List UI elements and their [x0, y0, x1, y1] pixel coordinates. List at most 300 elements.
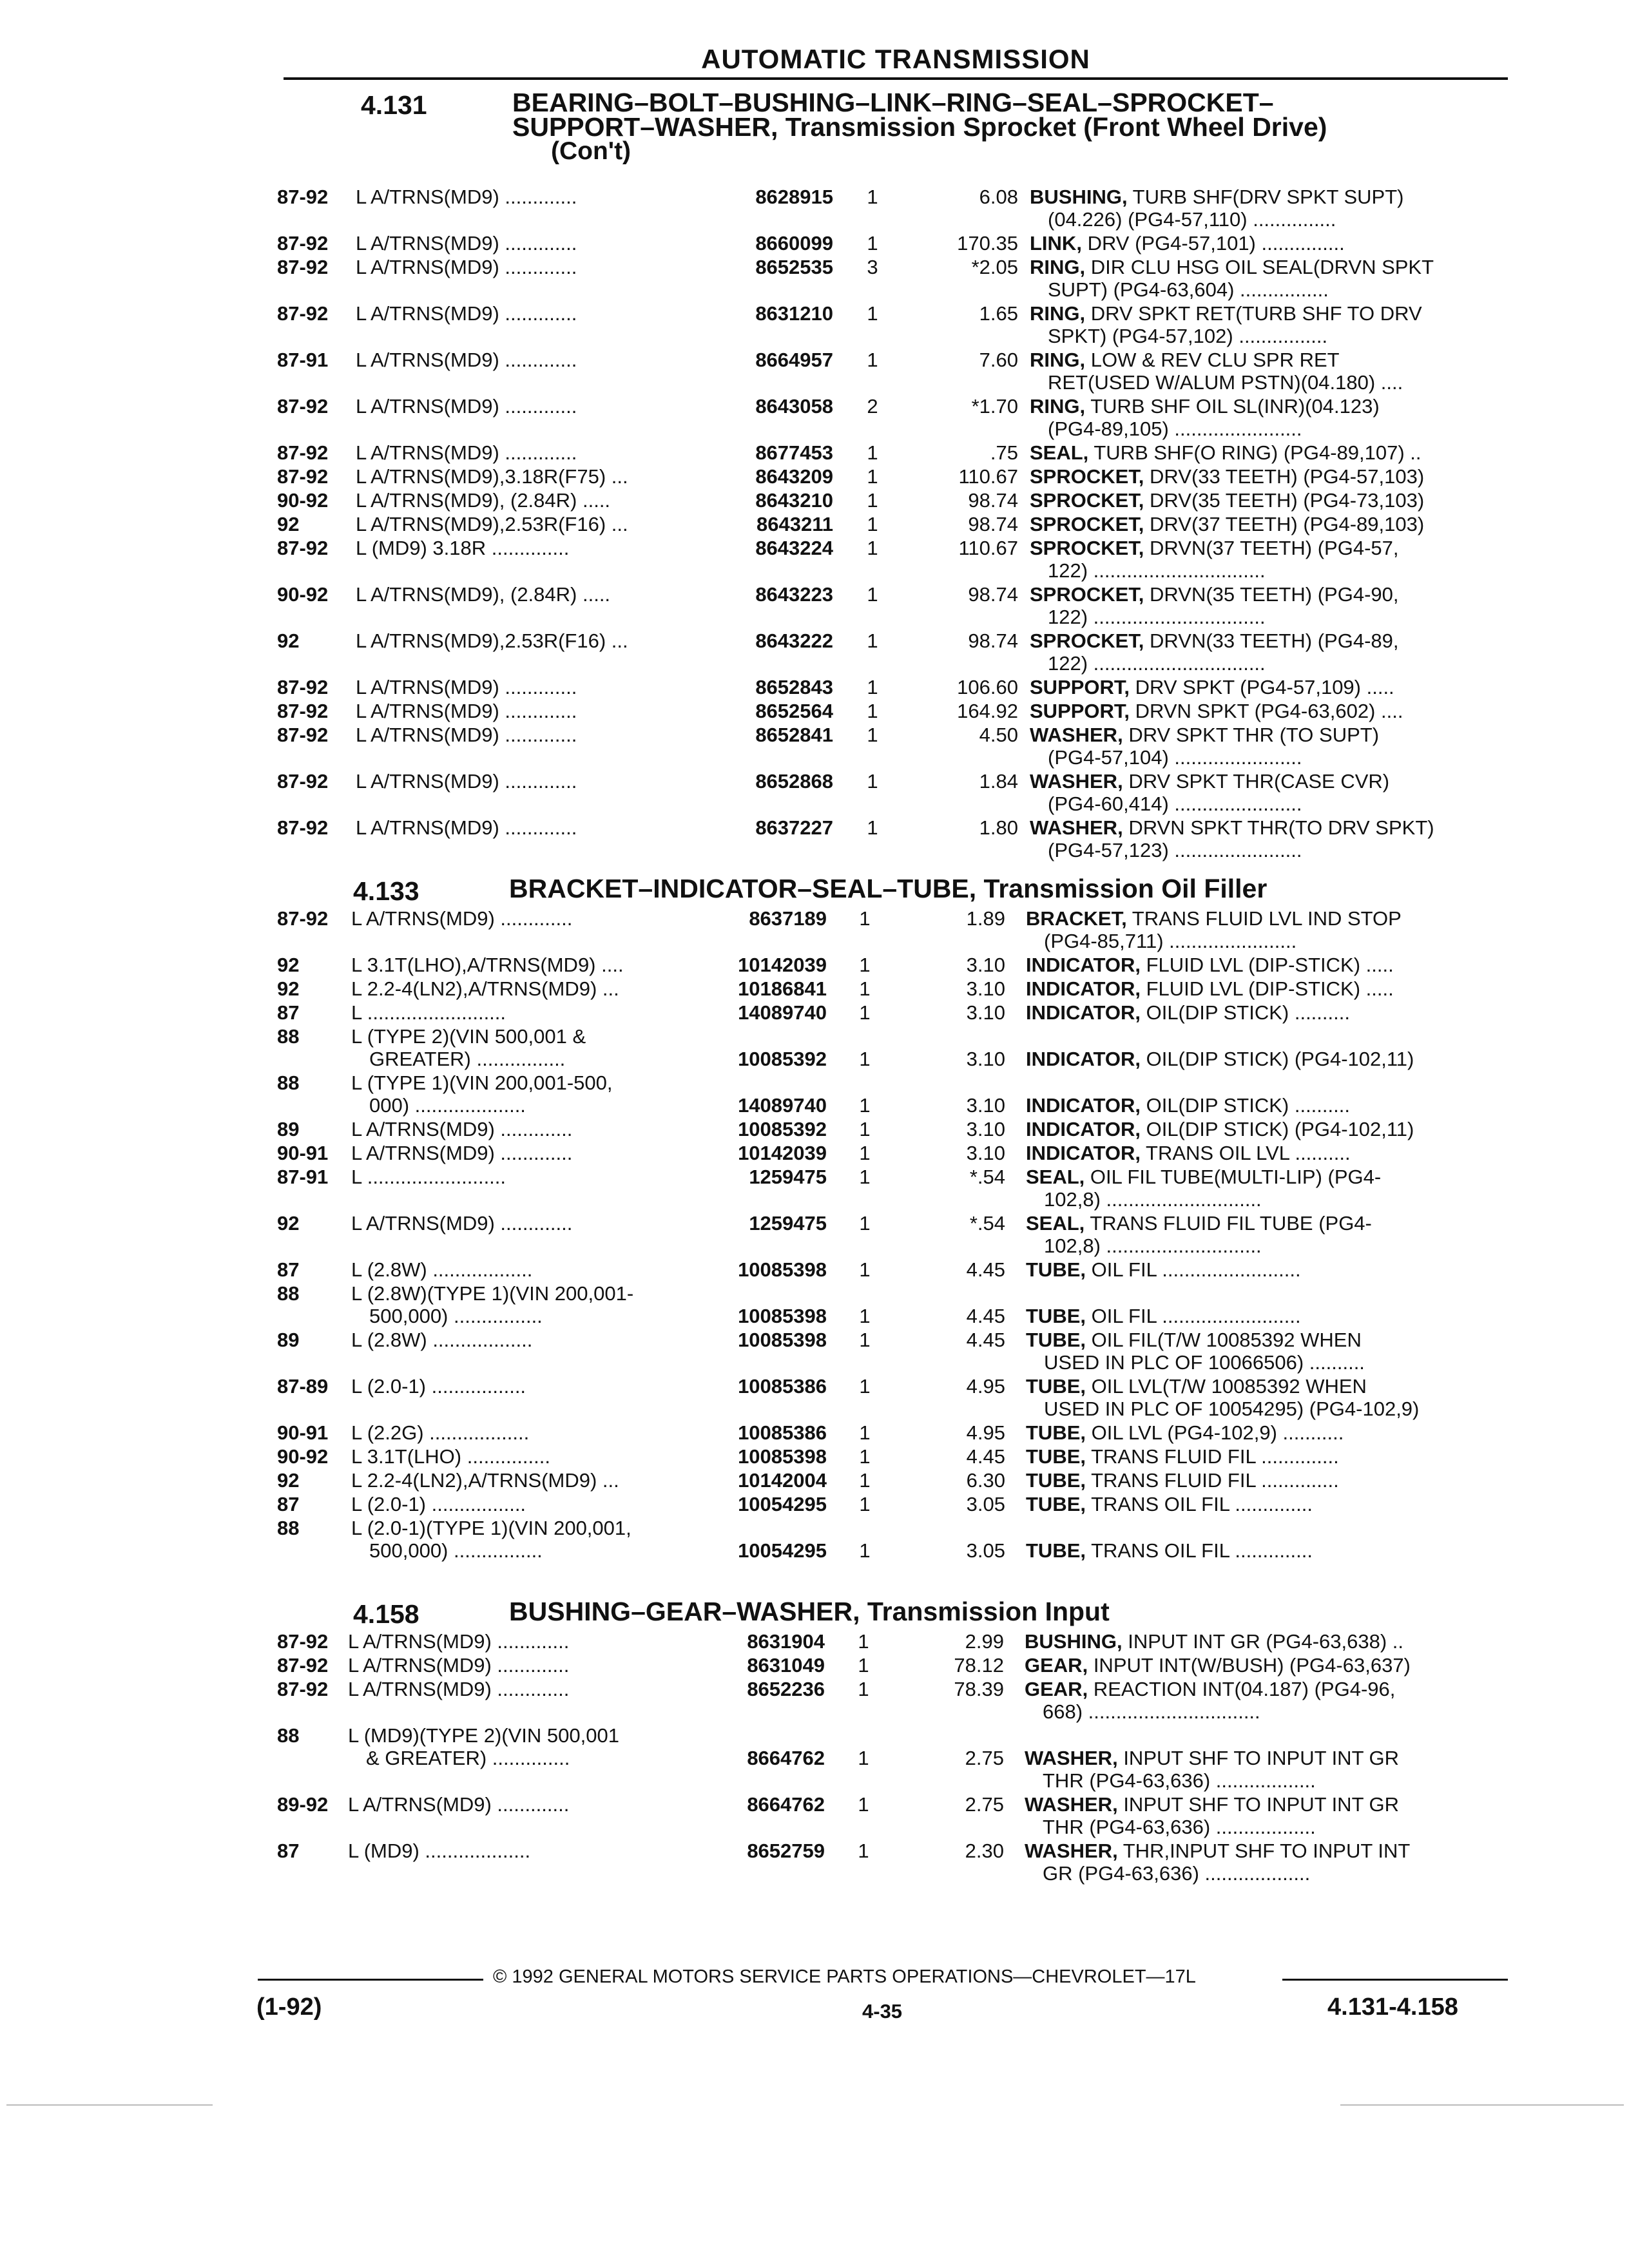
model-years: 87	[277, 1001, 300, 1024]
part-description	[1030, 700, 1507, 722]
part-number: 10142039	[738, 954, 827, 976]
model-years: 88	[277, 1025, 300, 1048]
application-line: L A/TRNS(MD9) .............	[356, 256, 577, 278]
description-line	[1026, 1048, 1503, 1070]
part-name: BUSHING,	[1025, 1630, 1123, 1653]
application	[351, 1142, 699, 1164]
application-line: L A/TRNS(MD9),2.53R(F16) ...	[356, 513, 628, 535]
description-line: 102,8) ............................	[1044, 1188, 1262, 1211]
part-row	[0, 1329, 1629, 1374]
application-line: L A/TRNS(MD9) .............	[356, 349, 577, 371]
description-line	[1026, 1375, 1503, 1398]
part-row	[0, 1630, 1629, 1653]
part-row	[0, 489, 1629, 512]
part-number: 8664957	[755, 349, 833, 371]
quantity: 1	[867, 676, 878, 698]
scan-specks-left	[6, 2104, 213, 2106]
footer-copyright: © 1992 GENERAL MOTORS SERVICE PARTS OPERATIONS—CHEVROLET—17L	[493, 1966, 1196, 1987]
part-row	[0, 1793, 1629, 1838]
part-row	[0, 232, 1629, 255]
model-years: 92	[277, 1469, 300, 1492]
model-years: 87-92	[277, 465, 329, 488]
part-description	[1030, 465, 1507, 488]
part-name: BUSHING,	[1030, 186, 1128, 208]
application	[356, 629, 704, 652]
description-line	[1030, 770, 1507, 793]
part-row	[0, 1212, 1629, 1257]
description-line	[1026, 1001, 1503, 1024]
application-line: L A/TRNS(MD9) .............	[348, 1793, 570, 1816]
part-description	[1026, 1212, 1503, 1257]
part-number: 10085398	[738, 1445, 827, 1468]
application	[351, 1072, 699, 1117]
list-price: 3.10	[966, 1118, 1005, 1140]
list-price: 3.10	[966, 1142, 1005, 1164]
part-description	[1030, 583, 1507, 628]
part-name: INDICATOR,	[1026, 954, 1141, 976]
list-price: 2.75	[965, 1793, 1004, 1816]
model-years: 87-92	[277, 1678, 329, 1700]
part-name: SEAL,	[1026, 1166, 1085, 1188]
footer-rule-right	[1282, 1979, 1508, 1981]
description-line: 122) ...............................	[1048, 559, 1266, 582]
part-row	[0, 537, 1629, 582]
part-description	[1026, 1305, 1503, 1327]
quantity: 1	[867, 513, 878, 535]
quantity: 1	[859, 1094, 871, 1117]
application-line: L .........................	[351, 1001, 506, 1024]
list-price: 170.35	[957, 232, 1018, 255]
part-name: SPROCKET,	[1030, 489, 1144, 512]
list-price: *1.70	[971, 395, 1018, 418]
part-name: TUBE,	[1026, 1445, 1086, 1468]
application-line: L (2.8W) ..................	[351, 1258, 533, 1281]
part-row	[0, 1654, 1629, 1677]
quantity: 1	[859, 954, 871, 976]
part-description	[1025, 1654, 1501, 1677]
quantity: 1	[867, 465, 878, 488]
part-number: 8643223	[755, 583, 833, 606]
quantity: 1	[867, 700, 878, 722]
description-line	[1026, 1421, 1503, 1444]
description-line	[1030, 583, 1507, 606]
application-line: L (2.8W)(TYPE 1)(VIN 200,001-	[351, 1282, 634, 1305]
part-number: 10085398	[738, 1329, 827, 1351]
application	[356, 676, 704, 698]
part-number: 8637189	[749, 907, 827, 930]
model-years: 92	[277, 513, 300, 535]
part-description	[1026, 1445, 1503, 1468]
part-number: 8637227	[755, 816, 833, 839]
quantity: 1	[867, 770, 878, 793]
part-row	[0, 1142, 1629, 1164]
application	[356, 700, 704, 722]
model-years: 87-92	[277, 302, 329, 325]
part-description	[1030, 724, 1507, 769]
quantity: 1	[867, 441, 878, 464]
part-number: 14089740	[738, 1001, 827, 1024]
application	[348, 1793, 696, 1816]
part-name: TUBE,	[1026, 1375, 1086, 1398]
part-name: SPROCKET,	[1030, 629, 1144, 652]
quantity: 1	[858, 1747, 869, 1769]
part-number: 8643210	[755, 489, 833, 512]
list-price: 78.39	[954, 1678, 1004, 1700]
part-description	[1025, 1793, 1501, 1838]
application-line: 500,000) ................	[369, 1305, 543, 1327]
application-line: 500,000) ................	[369, 1539, 543, 1562]
part-description	[1030, 302, 1507, 347]
description-text: OIL FIL TUBE(MULTI-LIP) (PG4-	[1090, 1166, 1382, 1188]
list-price: 4.50	[979, 724, 1018, 746]
description-line	[1030, 629, 1507, 652]
part-description	[1030, 770, 1507, 815]
application	[351, 1517, 699, 1562]
application	[351, 954, 699, 976]
list-price: 110.67	[958, 465, 1018, 488]
part-name: WASHER,	[1030, 724, 1123, 746]
application	[356, 256, 704, 278]
application	[351, 1212, 699, 1235]
description-text: OIL LVL (PG4-102,9) ...........	[1091, 1421, 1344, 1444]
part-description	[1026, 1329, 1503, 1374]
description-text: REACTION INT(04.187) (PG4-96,	[1093, 1678, 1396, 1700]
description-line	[1030, 513, 1507, 535]
application	[356, 489, 704, 512]
description-line	[1030, 724, 1507, 746]
description-line	[1026, 977, 1503, 1000]
description-text: TRANS OIL FIL ..............	[1091, 1539, 1313, 1562]
quantity: 1	[858, 1654, 869, 1677]
part-description	[1030, 232, 1507, 255]
list-price: 2.99	[965, 1630, 1004, 1653]
description-line: SPKT) (PG4-57,102) ................	[1048, 325, 1328, 347]
quantity: 1	[867, 583, 878, 606]
part-description	[1030, 537, 1507, 582]
part-number: 10085392	[738, 1118, 827, 1140]
application-line: L 2.2-4(LN2),A/TRNS(MD9) ...	[351, 1469, 619, 1492]
description-text: DRVN(37 TEETH) (PG4-57,	[1150, 537, 1399, 559]
part-row	[0, 724, 1629, 769]
quantity: 1	[867, 816, 878, 839]
description-text: DRV (PG4-57,101) ...............	[1087, 232, 1345, 255]
application	[351, 1001, 699, 1024]
section-title	[509, 876, 1267, 901]
list-price: 78.12	[954, 1654, 1004, 1677]
part-number: 8631904	[747, 1630, 825, 1653]
description-text: TRANS FLUID FIL ..............	[1091, 1445, 1339, 1468]
description-text: TRANS OIL LVL ..........	[1146, 1142, 1351, 1164]
part-name: INDICATOR,	[1026, 1094, 1141, 1117]
model-years: 87	[277, 1840, 300, 1862]
description-line	[1025, 1747, 1501, 1769]
part-number: 8643209	[755, 465, 833, 488]
list-price: 4.95	[966, 1421, 1005, 1444]
quantity: 1	[859, 1305, 871, 1327]
application-line: L A/TRNS(MD9), (2.84R) .....	[356, 489, 611, 512]
quantity: 1	[867, 537, 878, 559]
quantity: 1	[859, 977, 871, 1000]
application-line: L A/TRNS(MD9) .............	[351, 907, 573, 930]
description-text: OIL FIL .........................	[1091, 1258, 1301, 1281]
part-description	[1030, 256, 1507, 301]
part-description	[1026, 1539, 1503, 1562]
application	[356, 724, 704, 746]
description-text: OIL(DIP STICK) ..........	[1146, 1094, 1350, 1117]
part-number: 8652841	[755, 724, 833, 746]
application-line: L A/TRNS(MD9) .............	[356, 186, 577, 208]
part-number: 8652236	[747, 1678, 825, 1700]
description-line	[1025, 1793, 1501, 1816]
part-number: 8643224	[755, 537, 833, 559]
list-price: 6.08	[979, 186, 1018, 208]
quantity: 1	[867, 232, 878, 255]
part-description	[1025, 1678, 1501, 1723]
part-number: 8660099	[755, 232, 833, 255]
part-name: TUBE,	[1026, 1421, 1086, 1444]
description-line	[1030, 256, 1507, 278]
quantity: 1	[859, 907, 871, 930]
application-line: L A/TRNS(MD9) .............	[351, 1212, 573, 1235]
part-name: SPROCKET,	[1030, 583, 1144, 606]
list-price: 2.30	[965, 1840, 1004, 1862]
description-line	[1026, 1539, 1503, 1562]
model-years: 90-92	[277, 1445, 329, 1468]
description-line	[1030, 465, 1507, 488]
part-description	[1026, 1421, 1503, 1444]
application-line: L .........................	[351, 1166, 506, 1188]
list-price: 3.10	[966, 1001, 1005, 1024]
quantity: 1	[859, 1539, 871, 1562]
application-line: L (MD9) 3.18R ..............	[356, 537, 570, 559]
list-price: 2.75	[965, 1747, 1004, 1769]
part-name: RING,	[1030, 302, 1086, 325]
part-number: 8652564	[755, 700, 833, 722]
part-description	[1026, 954, 1503, 976]
description-text: DRVN SPKT THR(TO DRV SPKT)	[1128, 816, 1434, 839]
application	[356, 302, 704, 325]
part-number: 10142039	[738, 1142, 827, 1164]
description-text: INPUT INT(W/BUSH) (PG4-63,637)	[1093, 1654, 1411, 1677]
description-text: OIL FIL(T/W 10085392 WHEN	[1091, 1329, 1362, 1351]
footer-date-code: (1-92)	[256, 1994, 322, 2021]
part-name: SUPPORT,	[1030, 700, 1130, 722]
list-price: *.54	[969, 1166, 1005, 1188]
section-title-line: BEARING–BOLT–BUSHING–LINK–RING–SEAL–SPROCKET–	[512, 88, 1274, 117]
part-row	[0, 349, 1629, 394]
part-name: WASHER,	[1030, 770, 1123, 793]
model-years: 88	[277, 1724, 300, 1747]
quantity: 1	[859, 1001, 871, 1024]
application	[348, 1724, 696, 1769]
description-line	[1030, 349, 1507, 371]
description-line	[1026, 1212, 1503, 1235]
model-years: 88	[277, 1072, 300, 1094]
application	[351, 1025, 699, 1070]
part-row	[0, 1469, 1629, 1492]
description-line: USED IN PLC OF 10054295) (PG4-102,9)	[1044, 1398, 1420, 1420]
part-description	[1026, 1118, 1503, 1140]
description-text: DRVN(35 TEETH) (PG4-90,	[1150, 583, 1399, 606]
model-years: 87-92	[277, 186, 329, 208]
part-number: 8677453	[755, 441, 833, 464]
model-years: 87-92	[277, 1630, 329, 1653]
list-price: 4.45	[966, 1258, 1005, 1281]
part-name: SEAL,	[1026, 1212, 1085, 1235]
part-name: INDICATOR,	[1026, 1118, 1141, 1140]
list-price: 98.74	[968, 513, 1018, 535]
part-number: 10085392	[738, 1048, 827, 1070]
description-text: DRV(37 TEETH) (PG4-89,103)	[1150, 513, 1425, 535]
list-price: 4.45	[966, 1305, 1005, 1327]
part-number: 10186841	[738, 977, 827, 1000]
part-name: INDICATOR,	[1026, 977, 1141, 1000]
model-years: 90-92	[277, 583, 329, 606]
list-price: 3.10	[966, 1094, 1005, 1117]
part-number: 10085398	[738, 1258, 827, 1281]
model-years: 87-91	[277, 349, 329, 371]
description-line	[1030, 676, 1507, 698]
part-name: INDICATOR,	[1026, 1001, 1141, 1024]
description-line: USED IN PLC OF 10066506) ..........	[1044, 1351, 1365, 1374]
list-price: *.54	[969, 1212, 1005, 1235]
description-text: TRANS FLUID FIL TUBE (PG4-	[1090, 1212, 1372, 1235]
quantity: 1	[859, 1142, 871, 1164]
application	[356, 395, 704, 418]
part-name: GEAR,	[1025, 1678, 1088, 1700]
part-number: 8664762	[747, 1747, 825, 1769]
part-number: 8643211	[757, 513, 833, 535]
description-line	[1026, 1094, 1503, 1117]
part-name: WASHER,	[1025, 1793, 1118, 1816]
application	[351, 1329, 699, 1351]
application-line: L (MD9) ...................	[348, 1840, 531, 1862]
quantity: 1	[867, 629, 878, 652]
quantity: 3	[867, 256, 878, 278]
part-description	[1030, 186, 1507, 231]
part-row	[0, 1072, 1629, 1117]
application-line: L (TYPE 1)(VIN 200,001-500,	[351, 1072, 613, 1094]
model-years: 87-92	[277, 700, 329, 722]
application-line: GREATER) ................	[369, 1048, 566, 1070]
description-text: OIL LVL(T/W 10085392 WHEN	[1091, 1375, 1367, 1398]
model-years: 87-92	[277, 676, 329, 698]
quantity: 1	[858, 1840, 869, 1862]
list-price: 1.65	[979, 302, 1018, 325]
application	[356, 537, 704, 559]
description-text: TRANS FLUID FIL ..............	[1091, 1469, 1339, 1492]
description-line	[1026, 1142, 1503, 1164]
application	[356, 232, 704, 255]
application-line: L A/TRNS(MD9) .............	[351, 1142, 573, 1164]
description-line	[1026, 907, 1503, 930]
list-price: 1.84	[979, 770, 1018, 793]
quantity: 1	[867, 724, 878, 746]
list-price: 4.45	[966, 1329, 1005, 1351]
part-row	[0, 1517, 1629, 1562]
quantity: 1	[859, 1445, 871, 1468]
description-text: OIL FIL .........................	[1091, 1305, 1301, 1327]
footer-rule-left	[258, 1979, 483, 1981]
application-line: L (TYPE 2)(VIN 500,001 &	[351, 1025, 586, 1048]
description-text: OIL(DIP STICK) (PG4-102,11)	[1146, 1048, 1414, 1070]
application-line: L A/TRNS(MD9) .............	[348, 1630, 570, 1653]
part-row	[0, 907, 1629, 952]
application	[351, 1421, 699, 1444]
part-row	[0, 700, 1629, 722]
part-name: TUBE,	[1026, 1329, 1086, 1351]
model-years: 92	[277, 954, 300, 976]
list-price: 4.95	[966, 1375, 1005, 1398]
description-line: (PG4-89,105) .......................	[1048, 418, 1302, 440]
part-description	[1026, 1001, 1503, 1024]
list-price: 110.67	[958, 537, 1018, 559]
list-price: 3.05	[966, 1539, 1005, 1562]
description-line	[1030, 816, 1507, 839]
description-text: DRV SPKT RET(TURB SHF TO DRV	[1090, 302, 1422, 325]
description-line	[1030, 700, 1507, 722]
section-title-line: BRACKET–INDICATOR–SEAL–TUBE, Transmission Oil Filler	[509, 874, 1268, 903]
page-header-title: AUTOMATIC TRANSMISSION	[701, 44, 1090, 74]
section-title-line: BUSHING–GEAR–WASHER, Transmission Input	[509, 1597, 1110, 1626]
part-description	[1030, 349, 1507, 394]
model-years: 87-89	[277, 1375, 329, 1398]
part-name: WASHER,	[1030, 816, 1123, 839]
description-text: FLUID LVL (DIP-STICK) .....	[1146, 977, 1394, 1000]
quantity: 1	[859, 1258, 871, 1281]
description-line: THR (PG4-63,636) ..................	[1043, 1769, 1316, 1792]
description-text: DRVN(33 TEETH) (PG4-89,	[1150, 629, 1399, 652]
application	[351, 907, 699, 930]
model-years: 92	[277, 629, 300, 652]
footer-page-number: 4-35	[862, 2000, 903, 2023]
application	[356, 465, 704, 488]
list-price: 98.74	[968, 583, 1018, 606]
application	[351, 1375, 699, 1398]
description-line: (PG4-60,414) .......................	[1048, 793, 1302, 815]
quantity: 1	[858, 1630, 869, 1653]
application-line: L A/TRNS(MD9) .............	[356, 724, 577, 746]
part-number: 10085386	[738, 1375, 827, 1398]
part-description	[1030, 489, 1507, 512]
description-text: THR,INPUT SHF TO INPUT INT	[1123, 1840, 1411, 1862]
part-number: 8664762	[747, 1793, 825, 1816]
quantity: 2	[867, 395, 878, 418]
description-line	[1026, 1445, 1503, 1468]
part-row	[0, 256, 1629, 301]
part-name: SPROCKET,	[1030, 513, 1144, 535]
application-line: & GREATER) ..............	[366, 1747, 570, 1769]
part-row	[0, 1282, 1629, 1327]
part-name: SUPPORT,	[1030, 676, 1130, 698]
quantity: 1	[859, 1166, 871, 1188]
part-row	[0, 977, 1629, 1000]
part-description	[1025, 1747, 1501, 1792]
part-number: 8631049	[747, 1654, 825, 1677]
application	[356, 583, 704, 606]
part-number: 8628915	[755, 186, 833, 208]
description-line	[1030, 489, 1507, 512]
description-line	[1026, 1329, 1503, 1351]
description-text: DRV SPKT THR (TO SUPT)	[1128, 724, 1380, 746]
part-row	[0, 513, 1629, 535]
model-years: 87-92	[277, 441, 329, 464]
part-name: TUBE,	[1026, 1493, 1086, 1515]
list-price: .75	[990, 441, 1018, 464]
description-line	[1025, 1630, 1501, 1653]
application-line: L (2.2G) ..................	[351, 1421, 530, 1444]
application-line: 000) ....................	[369, 1094, 526, 1117]
